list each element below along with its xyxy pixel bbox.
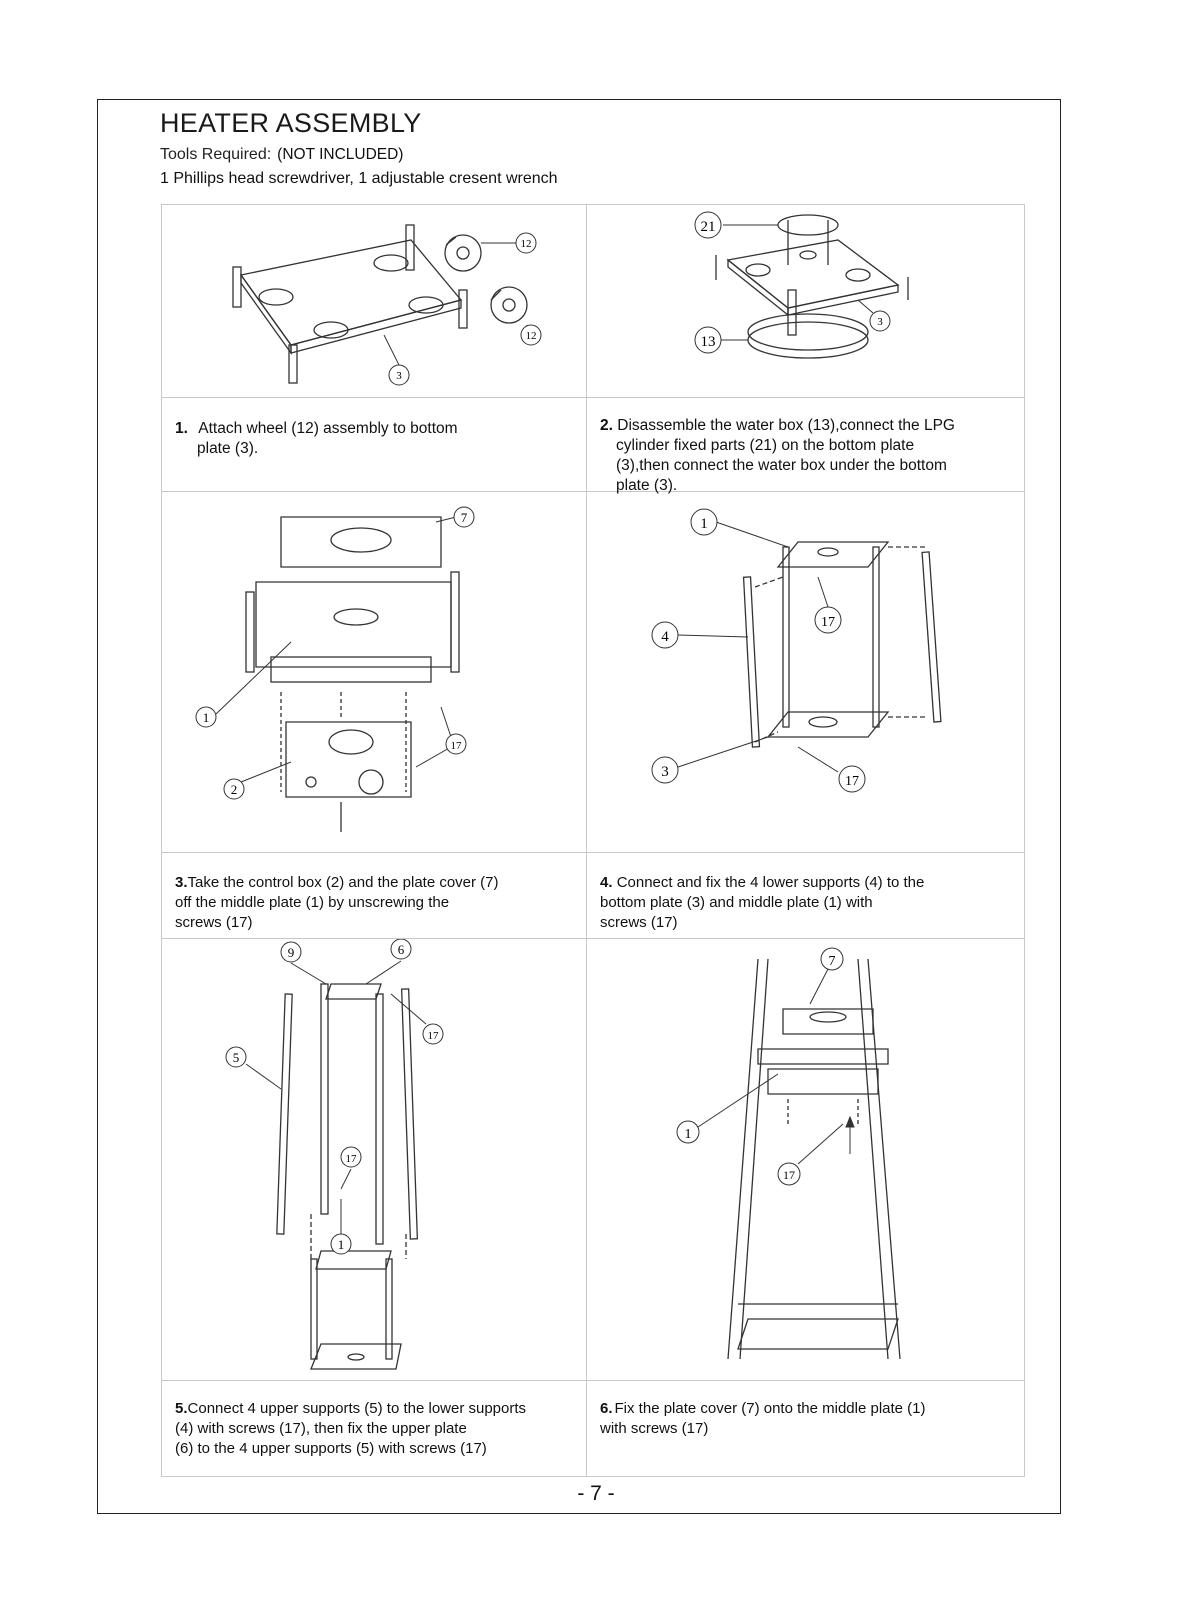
step1-illustration xyxy=(161,205,585,396)
callout-label: 5 xyxy=(232,1050,240,1065)
step-text: (6) to the 4 upper supports (5) with screws (17) xyxy=(175,1440,487,1457)
grid-divider xyxy=(161,852,1025,853)
step-text: Fix the plate cover (7) onto the middle plate (1) xyxy=(614,1400,926,1417)
callout-3 xyxy=(652,757,678,783)
callout-21 xyxy=(695,212,721,238)
callout-label: 4 xyxy=(661,629,669,645)
callout-17 xyxy=(778,1163,800,1185)
callout-label: 17 xyxy=(345,1153,357,1165)
callout-label: 1 xyxy=(700,516,708,532)
tools-required xyxy=(160,146,403,164)
callout-label: 12 xyxy=(520,238,532,250)
callout-1 xyxy=(677,1121,699,1143)
grid-divider xyxy=(161,397,1025,398)
step-text: with screws (17) xyxy=(600,1420,709,1437)
callout-17-top xyxy=(423,1024,443,1044)
step-text: Attach wheel (12) assembly to bottom xyxy=(198,420,458,437)
callout-1 xyxy=(196,707,216,727)
tools-note: (NOT INCLUDED) xyxy=(277,146,404,163)
tools-list: 1 Phillips head screwdriver, 1 adjustable cresent wrench xyxy=(160,170,558,187)
callout-label: 13 xyxy=(700,334,716,350)
callout-label: 6 xyxy=(397,942,405,957)
callout-12-bottom xyxy=(521,325,541,345)
callout-label: 3 xyxy=(661,764,669,780)
step-number: 5. xyxy=(175,1400,188,1417)
callout-label: 1 xyxy=(202,710,210,725)
callout-4 xyxy=(652,622,678,648)
step1-caption xyxy=(175,419,575,459)
callout-label: 17 xyxy=(450,740,462,752)
step6-caption xyxy=(600,1399,1020,1439)
step-text: (3),then connect the water box under the bottom xyxy=(616,457,947,474)
step-text: cylinder fixed parts (21) on the bottom plate xyxy=(616,437,915,454)
callout-7 xyxy=(821,948,843,970)
callout-17-mid xyxy=(341,1147,361,1167)
callout-1 xyxy=(691,509,717,535)
callout-5 xyxy=(226,1047,246,1067)
step-text: plate (3). xyxy=(197,440,259,457)
page-number: - 7 - xyxy=(577,1482,615,1505)
step-number: 1. xyxy=(175,420,188,437)
step-text: Take the control box (2) and the plate cover (7) xyxy=(187,874,499,891)
callout-17 xyxy=(446,734,466,754)
callout-label: 2 xyxy=(230,782,238,797)
callout-label: 21 xyxy=(700,219,716,235)
step2-illustration xyxy=(588,205,1024,396)
step-number: 4. xyxy=(600,874,613,891)
step-text: bottom plate (3) and middle plate (1) with xyxy=(600,894,873,911)
step5-caption xyxy=(175,1399,585,1459)
callout-label: 3 xyxy=(396,370,402,382)
callout-label: 9 xyxy=(287,945,295,960)
callout-13 xyxy=(695,327,721,353)
callout-2 xyxy=(224,779,244,799)
callout-label: 1 xyxy=(337,1237,345,1252)
step3-caption xyxy=(175,873,575,933)
callout-12-top xyxy=(516,233,536,253)
grid-divider-vertical xyxy=(586,204,587,1477)
step-text: (4) with screws (17), then fix the upper plate xyxy=(175,1420,467,1437)
callout-9 xyxy=(281,942,301,962)
step6-illustration xyxy=(588,939,1024,1379)
callout-label: 7 xyxy=(460,510,468,525)
step-text: Disassemble the water box (13),connect the LPG xyxy=(617,417,955,434)
step-number: 6. xyxy=(600,1400,613,1417)
callout-label: 17 xyxy=(783,1168,795,1182)
step-text: screws (17) xyxy=(600,914,678,931)
callout-17-bottom xyxy=(839,766,865,792)
callout-label: 17 xyxy=(427,1030,439,1042)
callout-7 xyxy=(454,507,474,527)
step-number: 2. xyxy=(600,417,613,434)
step4-caption xyxy=(600,873,1020,933)
callout-label: 7 xyxy=(828,954,836,969)
callout-17-top xyxy=(815,607,841,633)
callout-label: 3 xyxy=(877,316,883,328)
step-text: off the middle plate (1) by unscrewing the xyxy=(175,894,450,911)
callout-label: 12 xyxy=(525,330,537,342)
step4-illustration xyxy=(588,492,1024,851)
step5-illustration xyxy=(161,939,585,1379)
callout-label: 17 xyxy=(821,615,835,630)
step-text: Connect 4 upper supports (5) to the lower supports xyxy=(187,1400,527,1417)
step-text: screws (17) xyxy=(175,914,253,931)
grid-divider xyxy=(161,1380,1025,1381)
callout-label: 17 xyxy=(845,774,859,789)
callout-6 xyxy=(391,939,411,959)
step-text: Connect and fix the 4 lower supports (4) to the xyxy=(616,874,925,891)
callout-label: 1 xyxy=(684,1127,692,1142)
callout-3 xyxy=(389,365,409,385)
page-title: HEATER ASSEMBLY xyxy=(160,108,422,138)
step-text: plate (3). xyxy=(616,477,678,494)
step3-illustration xyxy=(161,492,585,851)
step2-caption xyxy=(600,416,1020,496)
callout-3 xyxy=(870,311,890,331)
tools-label: Tools Required: xyxy=(160,146,272,163)
callout-1 xyxy=(331,1234,351,1254)
step-number: 3. xyxy=(175,874,188,891)
